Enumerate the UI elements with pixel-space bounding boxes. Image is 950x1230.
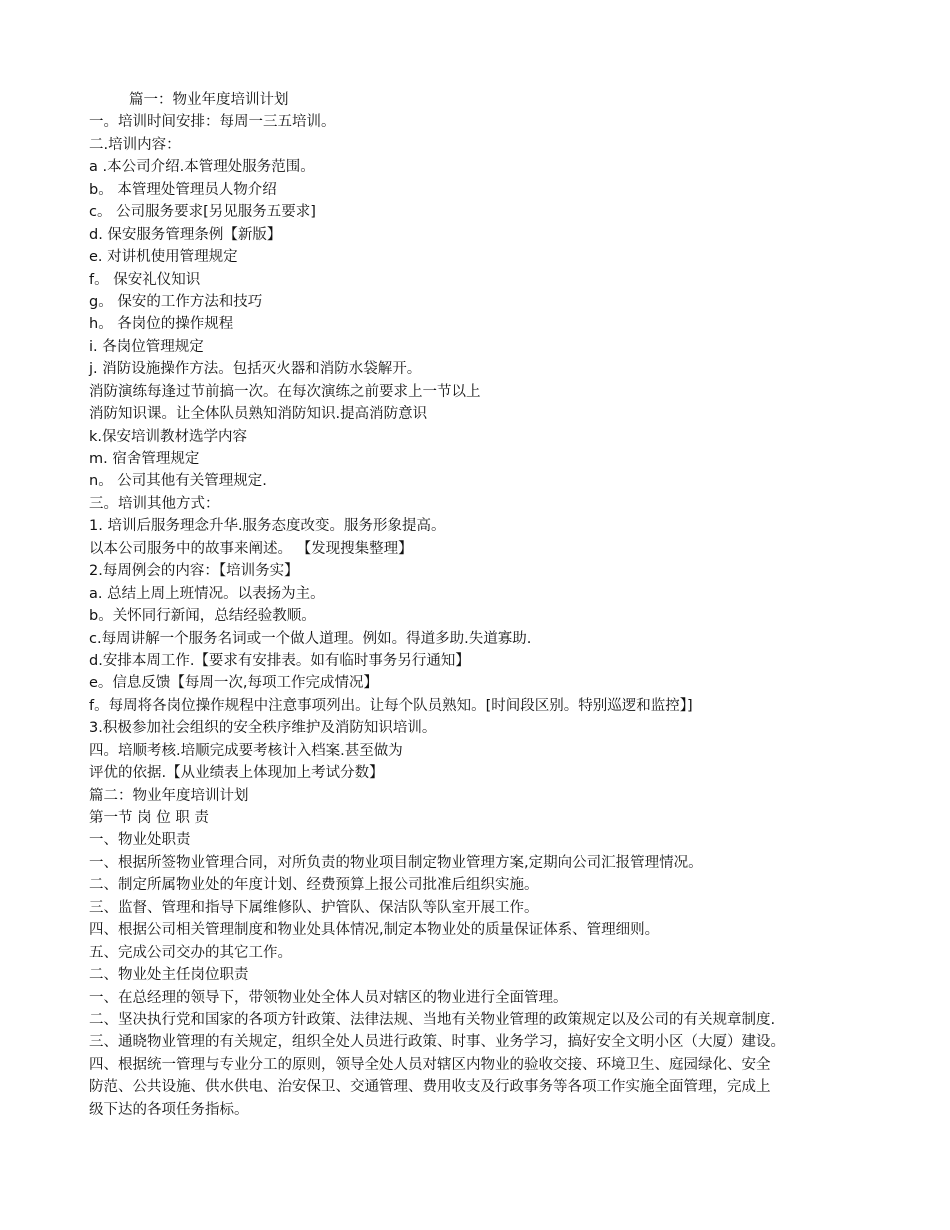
chapter-heading: 第一节 岗 位 职 责: [89, 810, 209, 826]
text-line: 一、根据所签物业管理合同，对所负责的物业项目制定物业管理方案,定期向公司汇报管理情况。: [89, 854, 703, 871]
text-line: d. 保安服务管理条例【新版】: [89, 226, 282, 243]
document-title-part-two: 篇二：物业年度培训计划: [89, 787, 249, 804]
text-line: i. 各岗位管理规定: [89, 338, 204, 355]
text-line: e. 对讲机使用管理规定: [89, 249, 238, 266]
text-line: b。 本管理处管理员人物介绍: [89, 181, 277, 198]
text-line: 3.积极参加社会组织的安全秩序维护及消防知识培训。: [89, 720, 437, 737]
text-line: m. 宿舍管理规定: [89, 451, 200, 467]
text-line: a. 总结上周上班情况。以表扬为主。: [89, 585, 325, 602]
text-line: c。 公司服务要求[另见服务五要求]: [89, 204, 316, 221]
text-line: 级下达的各项任务指标。: [89, 1101, 249, 1118]
text-line: g。 保安的工作方法和技巧: [89, 293, 263, 310]
text-line: 二、坚决执行党和国家的各项方针政策、法律法规、当地有关物业管理的政策规定以及公司的有关规章制度.: [89, 1011, 776, 1028]
section-heading: 三。培训其他方式：: [89, 495, 220, 512]
text-line: 三、监督、管理和指导下属维修队、护管队、保洁队等队室开展工作。: [89, 899, 539, 916]
text-line: j. 消防设施操作方法。包括灭火器和消防水袋解开。: [89, 361, 422, 378]
text-line: b。关怀同行新闻，总结经验教顺。: [89, 608, 316, 625]
text-line: 五、完成公司交办的其它工作。: [89, 944, 292, 961]
section-heading: 二、物业处主任岗位职责: [89, 967, 249, 984]
document-title-part-one: 篇一：物业年度培训计划: [129, 92, 289, 108]
text-line: 2.每周例会的内容：【培训务实】: [89, 563, 299, 580]
text-line: 四、根据公司相关管理制度和物业处具体情况,制定本物业处的质量保证体系、管理细则。: [89, 922, 660, 939]
text-line: 二.培训内容：: [89, 136, 181, 153]
text-line: h。 各岗位的操作规程: [89, 316, 234, 333]
text-line: c.每周讲解一个服务名词或一个做人道理。例如。得道多助.失道寡助.: [89, 630, 532, 647]
text-line: k.保安培训教材选学内容: [89, 428, 248, 445]
text-line: 以本公司服务中的故事来阐述。 【发现搜集整理】: [89, 540, 413, 557]
section-heading: 四。培顺考核.培顺完成要考核计入档案.甚至做为: [89, 742, 403, 759]
text-line: 消防知识课。让全体队员熟知消防知识.提高消防意识: [89, 406, 428, 423]
text-line: 三、通晓物业管理的有关规定，组织全处人员进行政策、时事、业务学习，搞好安全文明小区（大厦）建设。: [89, 1034, 785, 1051]
text-line: 评优的依据.【从业绩表上体现加上考试分数】: [89, 765, 384, 782]
text-line: 消防演练每逢过节前搞一次。在每次演练之前要求上一节以上: [89, 383, 481, 400]
text-line: f。每周将各岗位操作规程中注意事项列出。让每个队员熟知。[时间段区别。特别巡逻和监控】]: [89, 697, 693, 714]
text-line: 一。培训时间安排：每周一三五培训。: [89, 114, 336, 131]
text-line: n。 公司其他有关管理规定.: [89, 473, 267, 490]
text-line: 防范、公共设施、供水供电、治安保卫、交通管理、费用收支及行政事务等各项工作实施全面管理，完成上: [89, 1079, 771, 1096]
text-line: 1. 培训后服务理念升华.服务态度改变。服务形象提高。: [89, 518, 446, 535]
text-line: 一、在总经理的领导下，带领物业处全体人员对辖区的物业进行全面管理。: [89, 989, 568, 1006]
text-line: 四、根据统一管理与专业分工的原则，领导全处人员对辖区内物业的验收交接、环境卫生、庭园绿化、安全: [89, 1056, 771, 1073]
text-line: a .本公司介绍.本管理处服务范围。: [89, 159, 315, 176]
document-body: [89, 89, 879, 1121]
text-line: e。信息反馈【每周一次,每项工作完成情况】: [89, 675, 379, 692]
text-line: f。 保安礼仪知识: [89, 271, 201, 288]
section-heading: 一、物业处职责: [89, 832, 191, 849]
text-line: d.安排本周工作.【要求有安排表。如有临时事务另行通知】: [89, 652, 470, 669]
text-line: 二、制定所属物业处的年度计划、经费预算上报公司批准后组织实施。: [89, 877, 539, 894]
